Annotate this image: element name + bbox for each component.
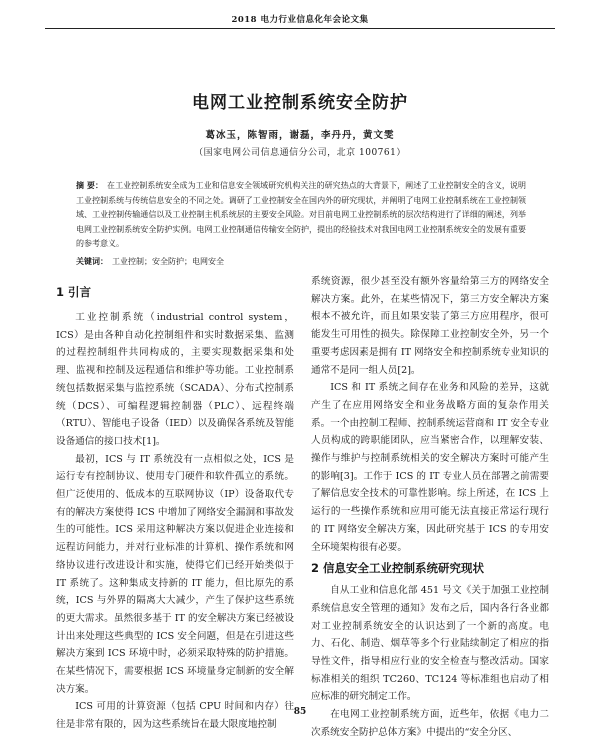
abstract-text: 在工业控制系统安全成为工业和信息安全领域研究机构关注的研究热点的大背景下，阐述了工业控制安全的含义，说明工业控制系统与传统信息安全的不同之处。调研了工业控制安全在国内外的研究现状，并阐明了电网工业控制系统在工业控制领域、工业控制传输通信以及工业控制主机系统层的主要安全风险。对目前电网工业控制系统的层次结构进行了详细的阐述，列举电网工业控制系统安全防护实例。电网工业控制通信传输安全防护，提出的经验技术对我国电网工业控制系统安全的发展有重要的参考意义。	[76, 181, 526, 249]
body-paragraph: 自从工业和信息化部 451 号文《关于加强工业控制系统信息安全管理的通知》发布之后，国内各行各业都对工业控制系统安全的认识达到了一个新的高度。电力、石化、制造、烟草等多个行业陆续制定了相应的指导性文件，指导相应行业的安全检查与整改活动。国家标准相关的组织 TC260、TC124 等标准组也启动了相应标准的研究制定工作。	[311, 585, 549, 703]
page-number: 85	[293, 707, 307, 717]
abstract-label: 摘 要：	[76, 180, 104, 190]
keywords-label: 关键词：	[76, 256, 108, 266]
section-1-heading: 1 引言	[56, 285, 92, 299]
body-paragraph: ICS 和 IT 系统之间存在业务和风险的差异，这就产生了在应用网络安全和业务战略方面的复杂作用关系。一个由控制工程师、控制系统运营商和 IT 安全专业人员构成的跨职能团队，应当紧密合作，以理解安装、操作与维护与控制系统相关的安全解决方案时可能产生的影响[3]。工作于 ICS 的 IT 专业人员在部署之前需要了解信息安全技术的可靠性影响。综上所述，在 ICS 上运行的一些操作系统和应用可能无法直接正常运行现行的 IT 网络安全解决方案，因此研究基于 ICS 的专用安全环境架构很有必要。	[311, 382, 549, 553]
running-head: 2018 电力行业信息化年会论文集	[231, 15, 369, 25]
body-paragraph: 工业控制系统（industrial control system，ICS）是由各种自动化控制组件和实时数据采集、监测的过程控制组件共同构成的，主要实现数据采集和处理、监视和控制及远程通信和维护等功能。工业控制系统包括数据采集与监控系统（SCADA）、分布式控制系统（DCS）、可编程逻辑控制器（PLC）、远程终端（RTU）、智能电子设备（IED）以及确保各系统及智能设备通信的接口技术[1]。	[56, 312, 294, 447]
affiliation: （国家电网公司信息通信分公司，北京 100761）	[194, 148, 406, 158]
keywords-text: 工业控制；安全防护；电网安全	[112, 257, 224, 266]
body-paragraph: 最初，ICS 与 IT 系统没有一点相似之处，ICS 是运行专有控制协议、使用专门硬件和软件孤立的系统。但广泛使用的、低成本的互联网协议（IP）设备取代专有的解决方案使得 ICS 中增加了网络安全漏洞和事故发生的可能性。ICS 采用这种解决方案以促进企业连接和远程访问能力，并对行业标准的计算机、操作系统和网络协议进行改进设计和实施，使得它们已经开始类似于 IT 系统了。这种集成支持新的 IT 能力，但比原先的系统，ICS 与外界的隔离大大减少，产生了保护这些系统的更大需求。虽然很多基于 IT 的安全解决方案已经被设计出来处理这些典型的 ICS 安全问题，但是在引进这些解决方案到 ICS 环境中时，必须采取特殊的防护措施。在某些情况下，需要根据 ICS 环境量身定制新的安全解决方案。	[56, 453, 294, 695]
right-column	[311, 273, 549, 742]
abstract	[76, 178, 526, 252]
author-list: 葛冰玉，陈智雨，谢磊，李丹丹，黄文雯	[205, 130, 395, 141]
keywords	[76, 254, 526, 270]
left-column	[56, 273, 294, 734]
header-rule	[45, 28, 555, 29]
paper-title: 电网工业控制系统安全防护	[192, 93, 408, 113]
body-paragraph: 系统资源，很少甚至没有额外容量给第三方的网络安全解决方案。此外，在某些情况下，第三方安全解决方案根本不被允许，而且如果安装了第三方应用程序，很可能发生可用性的损失。除保障工业控制安全外，另一个重要考虑因素是拥有 IT 网络安全和控制系统专业知识的通常不是同一组人员[2]。	[311, 276, 549, 376]
body-paragraph: 在电网工业控制系统方面，近些年，依据《电力二次系统安全防护总体方案》中提出的“安全分区、	[311, 709, 549, 738]
section-2-heading: 2 信息安全工业控制系统研究现状	[311, 561, 485, 576]
body-paragraph: ICS 可用的计算资源（包括 CPU 时间和内存）往往是非常有限的，因为这些系统旨在最大限度地控制	[56, 701, 294, 731]
